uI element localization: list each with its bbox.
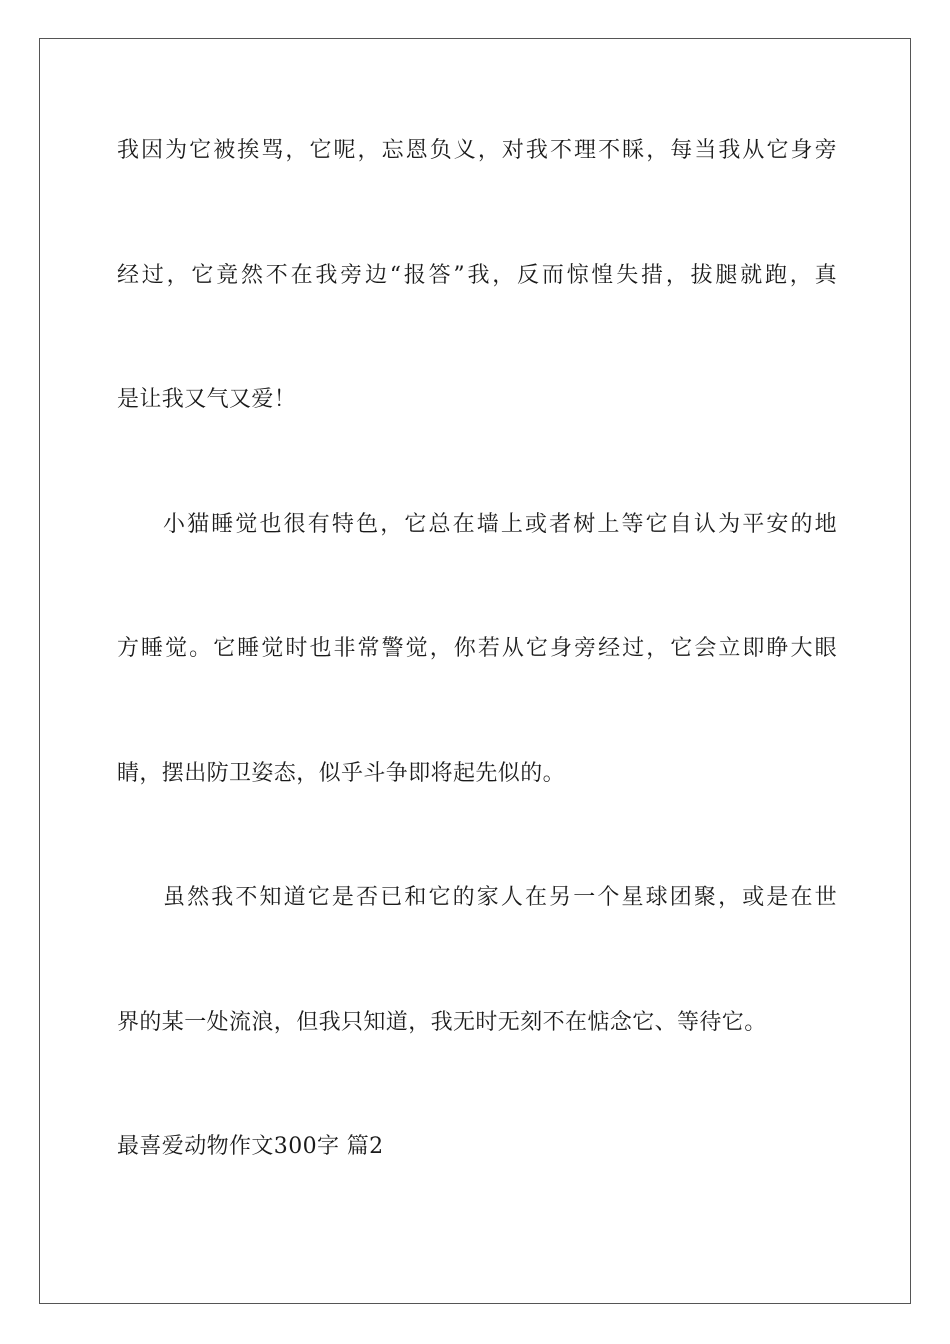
paragraph-line: 睛，摆出防卫姿态，似乎斗争即将起先似的。 <box>117 761 566 786</box>
paragraph-line: 虽然我不知道它是否已和它的家人在另一个星球团聚，或是在世 <box>163 885 837 910</box>
paragraph-line: 我因为它被挨骂，它呢，忘恩负义，对我不理不睬，每当我从它身旁 <box>117 138 837 163</box>
paragraph-line: 方睡觉。它睡觉时也非常警觉，你若从它身旁经过，它会立即睁大眼 <box>117 636 837 661</box>
paragraph-line: 是让我又气又爱！ <box>117 387 297 412</box>
paragraph-line: 经过，它竟然不在我旁边“报答”我，反而惊惶失措，拔腿就跑，真 <box>117 263 837 288</box>
paragraph-line: 小猫睡觉也很有特色，它总在墙上或者树上等它自认为平安的地 <box>163 512 837 537</box>
page-frame <box>39 38 911 1304</box>
section-heading: 最喜爱动物作文300字 篇2 <box>117 1134 384 1159</box>
paragraph-line: 界的某一处流浪，但我只知道，我无时无刻不在惦念它、等待它。 <box>117 1010 767 1035</box>
